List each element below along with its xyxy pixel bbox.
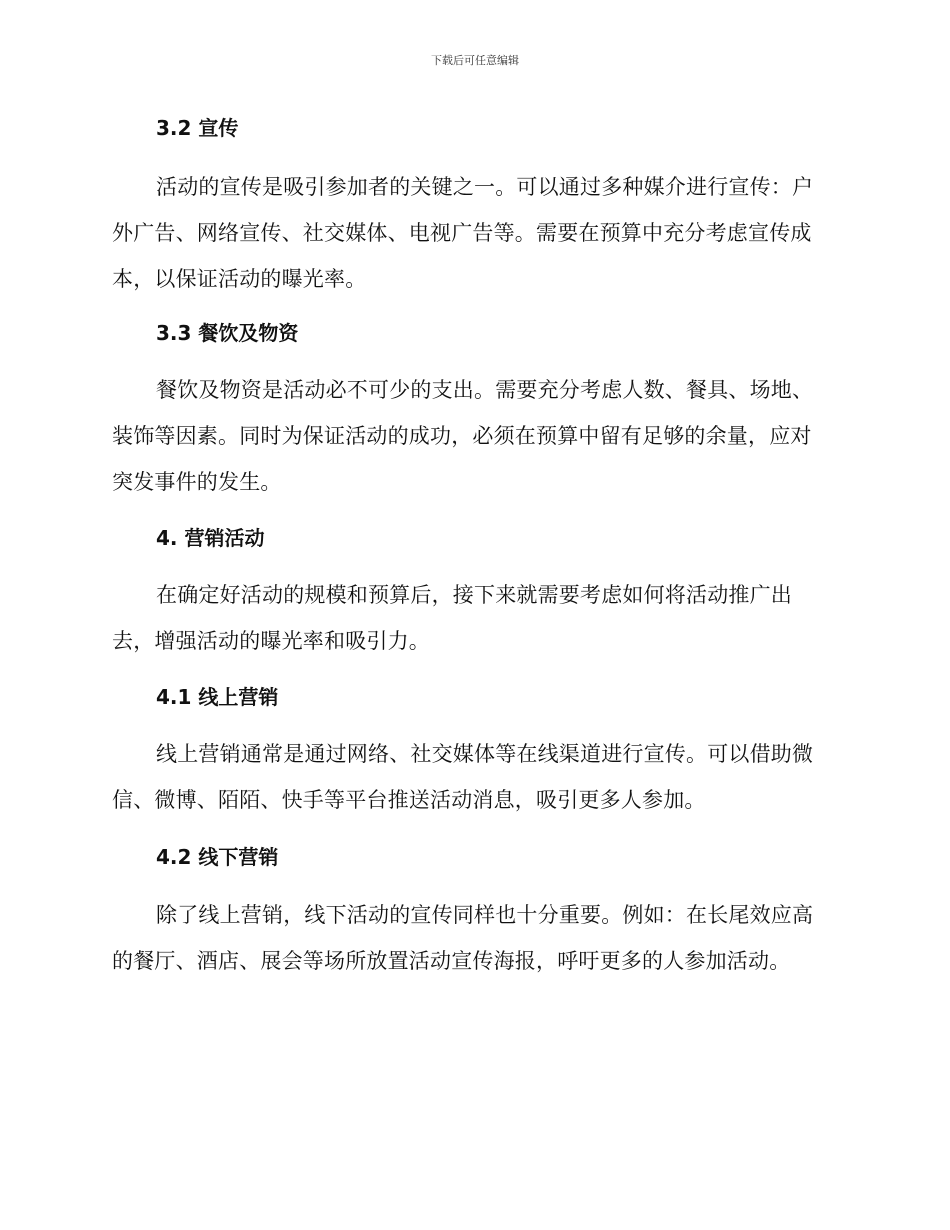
section-heading-4-2: 4.2 线下营销 <box>156 845 279 869</box>
section-heading-3-3: 3.3 餐饮及物资 <box>156 321 299 345</box>
section-paragraph-4: 在确定好活动的规模和预算后，接下来就需要考虑如何将活动推广出去，增强活动的曝光率和吸引力。 <box>112 583 792 653</box>
section-paragraph-3-2: 活动的宣传是吸引参加者的关键之一。可以通过多种媒介进行宣传：户外广告、网络宣传、社交媒体、电视广告等。需要在预算中充分考虑宣传成本，以保证活动的曝光率。 <box>112 175 814 291</box>
section-heading-4: 4. 营销活动 <box>156 526 265 550</box>
section-paragraph-4-2: 除了线上营销，线下活动的宣传同样也十分重要。例如：在长尾效应高的餐厅、酒店、展会等场所放置活动宣传海报，呼吁更多的人参加活动。 <box>112 903 814 973</box>
section-heading-4-1: 4.1 线上营销 <box>156 685 279 709</box>
section-heading-3-2: 3.2 宣传 <box>156 116 239 140</box>
section-paragraph-4-1: 线上营销通常是通过网络、社交媒体等在线渠道进行宣传。可以借助微信、微博、陌陌、快手等平台推送活动消息，吸引更多人参加。 <box>112 742 814 812</box>
header-note: 下载后可任意编辑 <box>431 54 519 67</box>
section-paragraph-3-3: 餐饮及物资是活动必不可少的支出。需要充分考虑人数、餐具、场地、装饰等因素。同时为保证活动的成功，必须在预算中留有足够的余量，应对突发事件的发生。 <box>112 378 814 494</box>
